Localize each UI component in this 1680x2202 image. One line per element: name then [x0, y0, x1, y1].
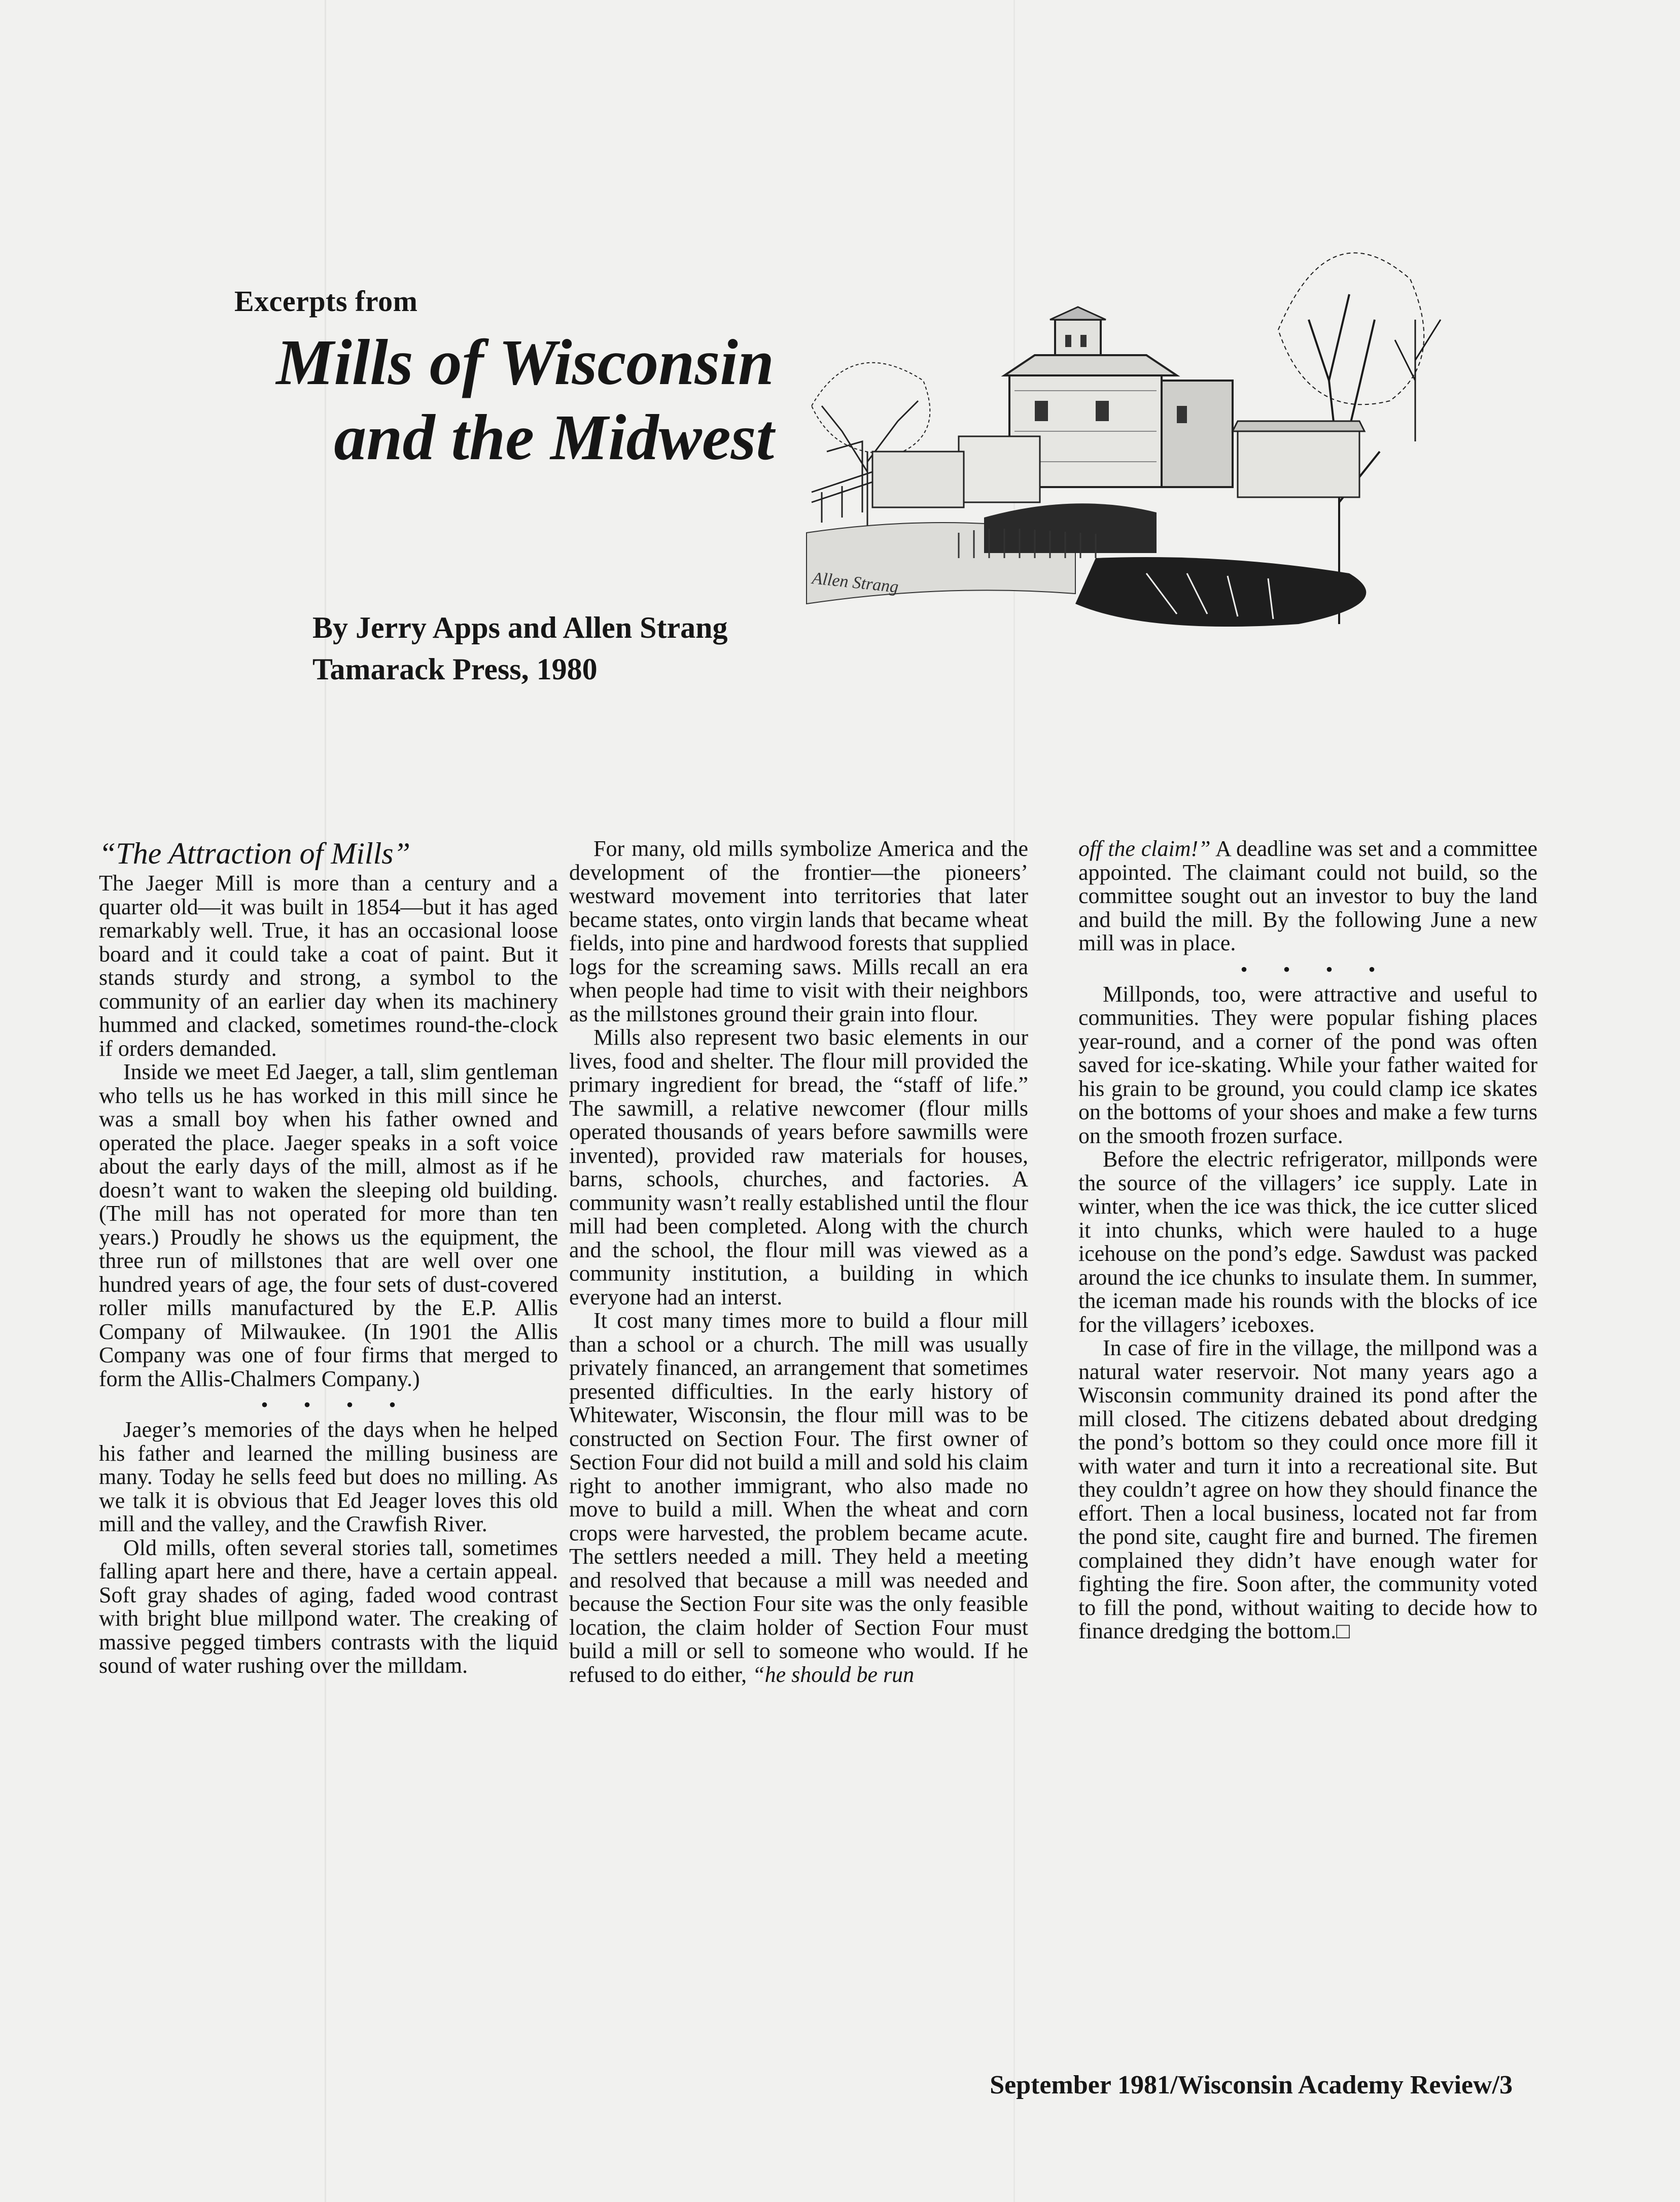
mill-illustration [791, 167, 1471, 695]
end-mark: □ [1336, 1619, 1350, 1643]
column-3 [1078, 837, 1537, 1643]
article-title [276, 325, 774, 475]
paragraph [1078, 837, 1537, 955]
section-break-dots: • • • • [1240, 957, 1391, 981]
paragraph: The Jaeger Mill is more than a century and a quarter old—it was built in 1854—but it has aged remarkably well. True, it has an occasional loose board and it could take a coat of paint. But it stands sturdy and strong, a symbol to the community of an earlier day when its machinery hummed and clacked, sometimes round-the-clock if orders demanded. [99, 871, 558, 1061]
header-excerpts: Excerpts from [234, 285, 418, 318]
byline [312, 607, 727, 690]
title-line-2: and the Midwest [334, 401, 774, 473]
article-heading: “The Attraction of Mills” [99, 837, 410, 870]
ground [807, 503, 1366, 627]
paragraph-text: In case of fire in the village, the millpond was a natural water reservoir. Not many years ago a Wisconsin community drained its pond after the mill closed. The citizens debated about dredging the pond’s bottom so they could once more fill it with water and turn it into a recreational site. But they couldn’t agree on how they should finance the effort. Then a local business, located not far from the pond site, caught fire and burned. The firemen complained they didn’t have enough water for fighting the fire. Soon after, the community voted to fill the pond, without waiting to decide how to finance dredging the bottom. [1078, 1335, 1537, 1643]
quote-fragment: off the claim!” [1078, 836, 1211, 861]
paragraph: Old mills, often several stories tall, sometimes falling apart here and there, have a certain appeal. Soft gray shades of aging, faded wood contrast with bright blue millpond water. The creaking of massive pegged timbers contrasts with the liquid sound of water rushing over the milldam. [99, 1535, 558, 1678]
byline-publisher: Tamarack Press, 1980 [312, 652, 598, 686]
paragraph [1078, 1336, 1537, 1643]
column-1 [99, 837, 558, 1678]
page-footer: September 1981/Wisconsin Academy Review/3 [990, 2071, 1513, 2100]
paragraph: For many, old mills symbolize America and the development of the frontier—the pioneers’ westward movement into territories that later became states, onto virgin lands that became wheat fields, into pine and hardwood forests that supplied logs for the screaming saws. Mills recall an era when people had time to visit with their neighbors as the millstones ground their grain into flour. [569, 836, 1028, 1026]
paragraph: Mills also represent two basic elements in our lives, food and shelter. The flour mill provided the primary ingredient for bread, the “staff of life.” The sawmill, a relative newcomer (flour mills operated thousands of years before sawmills were invented), provided raw materials for houses, barns, schools, churches, and factories. A community wasn’t really established until the flour mill had been completed. Along with the church and the school, the flour mill was viewed as a community institution, a building in which everyone had an interst. [569, 1025, 1028, 1310]
paragraph: Millponds, too, were attractive and useful to communities. They were popular fishing places year-round, and a corner of the pond was often saved for ice-skating. While your father waited for his grain to be ground, you could clamp ice skates on the bottoms of your shoes and make a few turns on the smooth frozen surface. [1078, 981, 1537, 1148]
column-2 [569, 837, 1028, 1687]
title-line-1: Mills of Wisconsin [276, 326, 774, 398]
paragraph-text: It cost many times more to build a flour mill than a school or a church. The mill was usually privately financed, an arrangement that sometimes presented difficulties. In the early history of Whitewater, Wisconsin, the flour mill was to be constructed on Section Four. The first owner of Section Four did not build a mill and sold his claim right to another immigrant, who also made no move to build a mill. When the wheat and corn crops were harvested, the problem became acute. The settlers needed a mill. They held a meeting and resolved that because a mill was needed and because the Section Four site was the only feasible location, the claim holder of Section Four must build a mill or sell to someone who would. If he refused to do either, [569, 1308, 1028, 1687]
artist-signature: Allen Strang [811, 569, 900, 597]
paragraph: Inside we meet Ed Jaeger, a tall, slim gentleman who tells us he has worked in this mill since he was a small boy when his father owned and operated the place. Jaeger speaks in a soft voice about the early days of the mill, almost as if he doesn’t want to waken the sleeping old building. (The mill has not operated for more than ten years.) Proudly he shows us the equipment, the three run of millstones that are well over one hundred years of age, the four sets of dust-covered roller mills manufactured by the E.P. Allis Company of Milwaukee. (In 1901 the Allis Company was one of four firms that merged to form the Allis-Chalmers Company.) [99, 1059, 558, 1391]
flume [812, 441, 872, 523]
paragraph-text: A deadline was set and a committee appointed. The claimant could not build, so the committee sought out an investor to buy the land and build the mill. By the following June a new mill was in place. [1078, 836, 1537, 955]
section-break-dots: • • • • [261, 1393, 411, 1416]
byline-authors: By Jerry Apps and Allen Strang [312, 611, 728, 644]
paragraph: Jaeger’s memories of the days when he helped his father and learned the milling business are many. Today he sells feed but does no milling. As we talk it is obvious that Ed Jeager loves this old mill and the valley, and the Crawfish River. [99, 1417, 558, 1536]
paragraph: Before the electric refrigerator, millponds were the source of the villagers’ ice supply. Late in winter, when the ice was thick, the ice cutter sliced it into chunks, which were hauled to a huge icehouse on the pond’s edge. Sawdust was packed around the ice chunks to insulate them. In summer, the iceman made his rounds with the blocks of ice for the villagers’ iceboxes. [1078, 1147, 1537, 1337]
paragraph [569, 1309, 1028, 1687]
quote-fragment: “he should be run [752, 1662, 915, 1687]
